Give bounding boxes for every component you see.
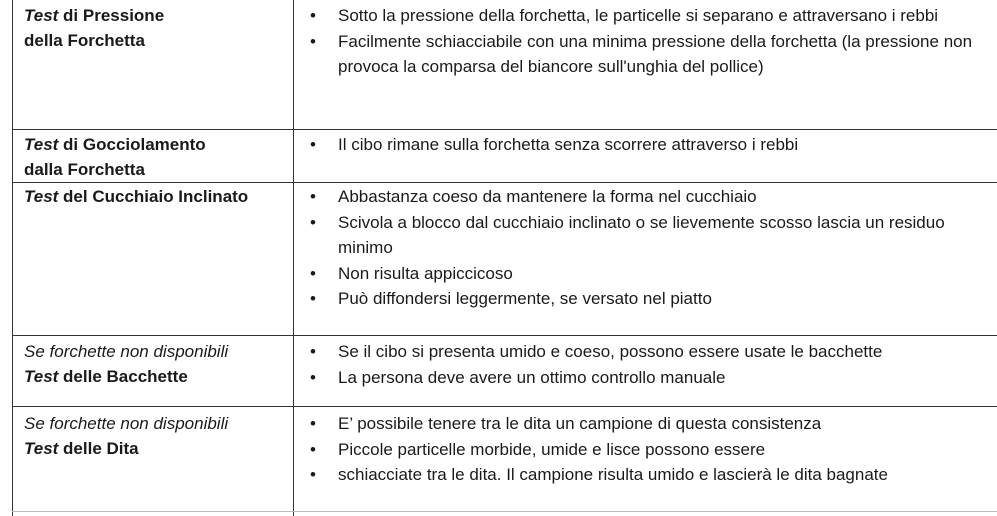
row-title-line: Test di Pressione [24, 6, 165, 25]
row-divider [12, 182, 997, 183]
row-title-line: dalla Forchetta [24, 160, 145, 179]
row-subtitle: Se forchette non disponibili [24, 342, 229, 361]
bullet-list-gocciolamento [293, 132, 983, 158]
list-item: • Sotto la pressione della forchetta, le particelle si separano e attraversano i rebbi [293, 3, 983, 29]
list-item: • E’ possibile tenere tra le dita un campione di questa consistenza [293, 411, 983, 437]
list-item: • Se il cibo si presenta umido e coeso, possono essere usate le bacchette [293, 339, 983, 365]
bullet-list-dita [293, 411, 983, 488]
row-title-line: Test di Gocciolamento [24, 135, 206, 154]
bullet-list-pressione [293, 3, 983, 80]
test-table [12, 0, 997, 516]
row-divider [12, 335, 997, 336]
list-item: • Può diffondersi leggermente, se versato nel piatto [293, 286, 983, 312]
row-title-gocciolamento [24, 132, 286, 182]
list-item: • Facilmente schiacciabile con una minima pressione della forchetta (la pressione non provoca la comparsa del biancore sull'unghia del pollice) [293, 29, 983, 80]
row-divider [12, 511, 997, 512]
bullet-list-cucchiaio [293, 184, 983, 312]
list-item: • La persona deve avere un ottimo controllo manuale [293, 365, 983, 391]
row-title-line: Test delle Dita [24, 439, 139, 458]
row-title-bacchette [24, 339, 286, 389]
row-divider [12, 406, 997, 407]
list-item: • Il cibo rimane sulla forchetta senza scorrere attraverso i rebbi [293, 132, 983, 158]
list-item: • Non risulta appiccicoso [293, 261, 983, 287]
list-item: • schiacciate tra le dita. Il campione risulta umido e lascierà le dita bagnate [293, 462, 983, 488]
row-title-line: della Forchetta [24, 31, 145, 50]
row-title-line: Test delle Bacchette [24, 367, 188, 386]
list-item: • Scivola a blocco dal cucchiaio inclinato o se lievemente scosso lascia un residuo minimo [293, 210, 983, 261]
row-title-dita [24, 411, 286, 461]
list-item: • Abbastanza coeso da mantenere la forma nel cucchiaio [293, 184, 983, 210]
row-divider [12, 129, 997, 130]
list-item: • Piccole particelle morbide, umide e lisce possono essere [293, 437, 983, 463]
bullet-list-bacchette [293, 339, 983, 390]
table-left-border [12, 0, 13, 516]
row-title-pressione [24, 3, 286, 53]
row-title-cucchiaio [24, 184, 286, 209]
row-subtitle: Se forchette non disponibili [24, 414, 229, 433]
row-title-line: Test del Cucchiaio Inclinato [24, 187, 249, 206]
